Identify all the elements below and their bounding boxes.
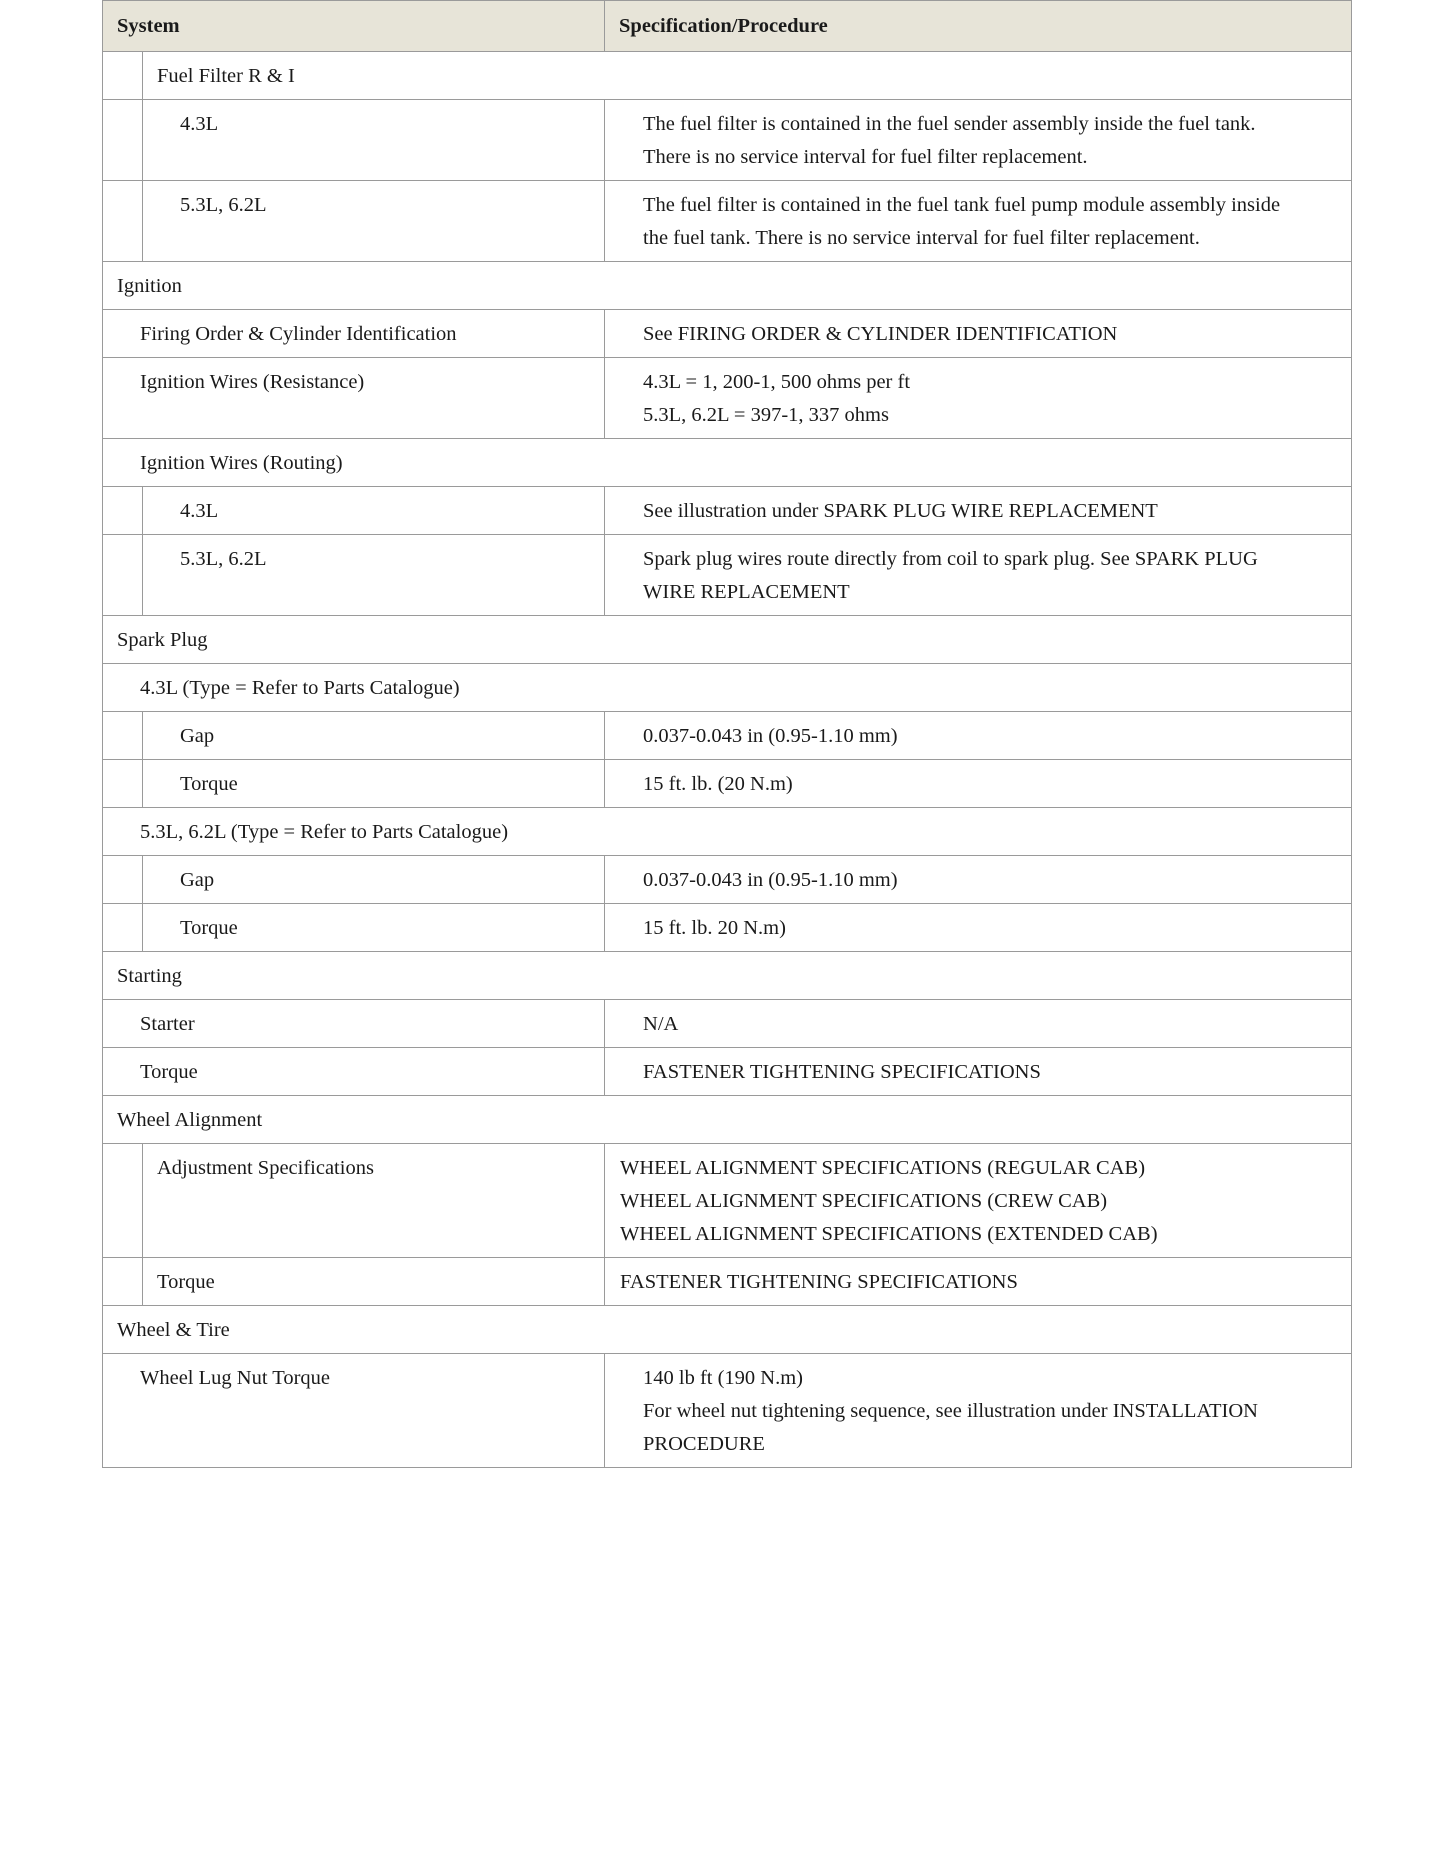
system-cell: Torque (143, 760, 605, 808)
system-cell: Wheel Lug Nut Torque (103, 1354, 605, 1468)
table-row (103, 952, 1352, 1000)
indent-cell (103, 904, 143, 952)
spec-line: 140 lb ft (190 N.m) (643, 1367, 804, 1389)
table-row (103, 535, 1352, 616)
table-row (103, 1096, 1352, 1144)
system-cell: Starter (103, 1000, 605, 1048)
spec-cell: FASTENER TIGHTENING SPECIFICATIONS (605, 1258, 1352, 1306)
table-row (103, 760, 1352, 808)
section-ignition: Ignition (103, 262, 1352, 310)
indent-cell (103, 487, 143, 535)
system-cell: Firing Order & Cylinder Identification (103, 310, 605, 358)
spec-cell: FASTENER TIGHTENING SPECIFICATIONS (605, 1048, 1352, 1096)
indent-cell (103, 100, 143, 181)
subsection-spark-plug-53-62: 5.3L, 6.2L (Type = Refer to Parts Catalogue) (103, 808, 1352, 856)
system-cell: Torque (143, 1258, 605, 1306)
system-cell: Torque (143, 904, 605, 952)
spec-line: PROCEDURE (643, 1433, 765, 1455)
spec-cell: N/A (605, 1000, 1352, 1048)
spec-cell: 15 ft. lb. 20 N.m) (605, 904, 1352, 952)
spec-line: WHEEL ALIGNMENT SPECIFICATIONS (EXTENDED CAB) (620, 1223, 1158, 1245)
indent-cell (103, 52, 143, 100)
table-row (103, 181, 1352, 262)
spec-cell (605, 1354, 1352, 1468)
specification-table (102, 0, 1352, 1468)
spec-line: There is no service interval for fuel filter replacement. (643, 146, 1088, 168)
spec-line: For wheel nut tightening sequence, see illustration under INSTALLATION (643, 1400, 1258, 1422)
table-row (103, 904, 1352, 952)
table-row (103, 100, 1352, 181)
system-cell: Gap (143, 712, 605, 760)
table-row (103, 856, 1352, 904)
spec-cell: See FIRING ORDER & CYLINDER IDENTIFICATION (605, 310, 1352, 358)
spec-line: The fuel filter is contained in the fuel tank fuel pump module assembly inside (643, 194, 1281, 216)
table-header-row (103, 1, 1352, 52)
spec-cell (605, 100, 1352, 181)
indent-cell (103, 535, 143, 616)
spec-cell (605, 1144, 1352, 1258)
spec-cell: 0.037-0.043 in (0.95-1.10 mm) (605, 856, 1352, 904)
spec-cell (605, 535, 1352, 616)
spec-line: WIRE REPLACEMENT (643, 581, 850, 603)
table-row (103, 1354, 1352, 1468)
table-row (103, 439, 1352, 487)
system-cell: 5.3L, 6.2L (143, 181, 605, 262)
subsection-fuel-filter: Fuel Filter R & I (143, 52, 1352, 100)
table-row (103, 616, 1352, 664)
section-wheel-alignment: Wheel Alignment (103, 1096, 1352, 1144)
table-row (103, 808, 1352, 856)
system-cell: Adjustment Specifications (143, 1144, 605, 1258)
table-row (103, 358, 1352, 439)
indent-cell (103, 1144, 143, 1258)
indent-cell (103, 181, 143, 262)
spec-line: The fuel filter is contained in the fuel sender assembly inside the fuel tank. (643, 113, 1256, 135)
spec-cell: 0.037-0.043 in (0.95-1.10 mm) (605, 712, 1352, 760)
spec-line: WHEEL ALIGNMENT SPECIFICATIONS (REGULAR CAB) (620, 1157, 1146, 1179)
system-cell: Torque (103, 1048, 605, 1096)
table-row (103, 1306, 1352, 1354)
system-cell: 5.3L, 6.2L (143, 535, 605, 616)
table-row (103, 1144, 1352, 1258)
spec-line: WHEEL ALIGNMENT SPECIFICATIONS (CREW CAB) (620, 1190, 1108, 1212)
system-cell: Gap (143, 856, 605, 904)
spec-line: 4.3L = 1, 200-1, 500 ohms per ft (643, 371, 911, 393)
spec-line: Spark plug wires route directly from coil to spark plug. See SPARK PLUG (643, 548, 1258, 570)
indent-cell (103, 1258, 143, 1306)
table-row (103, 1258, 1352, 1306)
header-specification: Specification/Procedure (605, 1, 1352, 52)
spec-cell (605, 181, 1352, 262)
table-row (103, 262, 1352, 310)
table-row (103, 52, 1352, 100)
system-cell: 4.3L (143, 487, 605, 535)
spec-cell (605, 358, 1352, 439)
section-starting: Starting (103, 952, 1352, 1000)
table-row (103, 310, 1352, 358)
table-row (103, 712, 1352, 760)
table-row (103, 487, 1352, 535)
system-cell: 4.3L (143, 100, 605, 181)
indent-cell (103, 856, 143, 904)
subsection-spark-plug-43: 4.3L (Type = Refer to Parts Catalogue) (103, 664, 1352, 712)
header-system: System (103, 1, 605, 52)
table-row (103, 1000, 1352, 1048)
indent-cell (103, 712, 143, 760)
indent-cell (103, 760, 143, 808)
subsection-ignition-routing: Ignition Wires (Routing) (103, 439, 1352, 487)
table-row (103, 1048, 1352, 1096)
system-cell: Ignition Wires (Resistance) (103, 358, 605, 439)
section-wheel-tire: Wheel & Tire (103, 1306, 1352, 1354)
spec-cell: 15 ft. lb. (20 N.m) (605, 760, 1352, 808)
section-spark-plug: Spark Plug (103, 616, 1352, 664)
spec-line: 5.3L, 6.2L = 397-1, 337 ohms (643, 404, 889, 426)
spec-cell: See illustration under SPARK PLUG WIRE REPLACEMENT (605, 487, 1352, 535)
table-row (103, 664, 1352, 712)
spec-line: the fuel tank. There is no service interval for fuel filter replacement. (643, 227, 1200, 249)
